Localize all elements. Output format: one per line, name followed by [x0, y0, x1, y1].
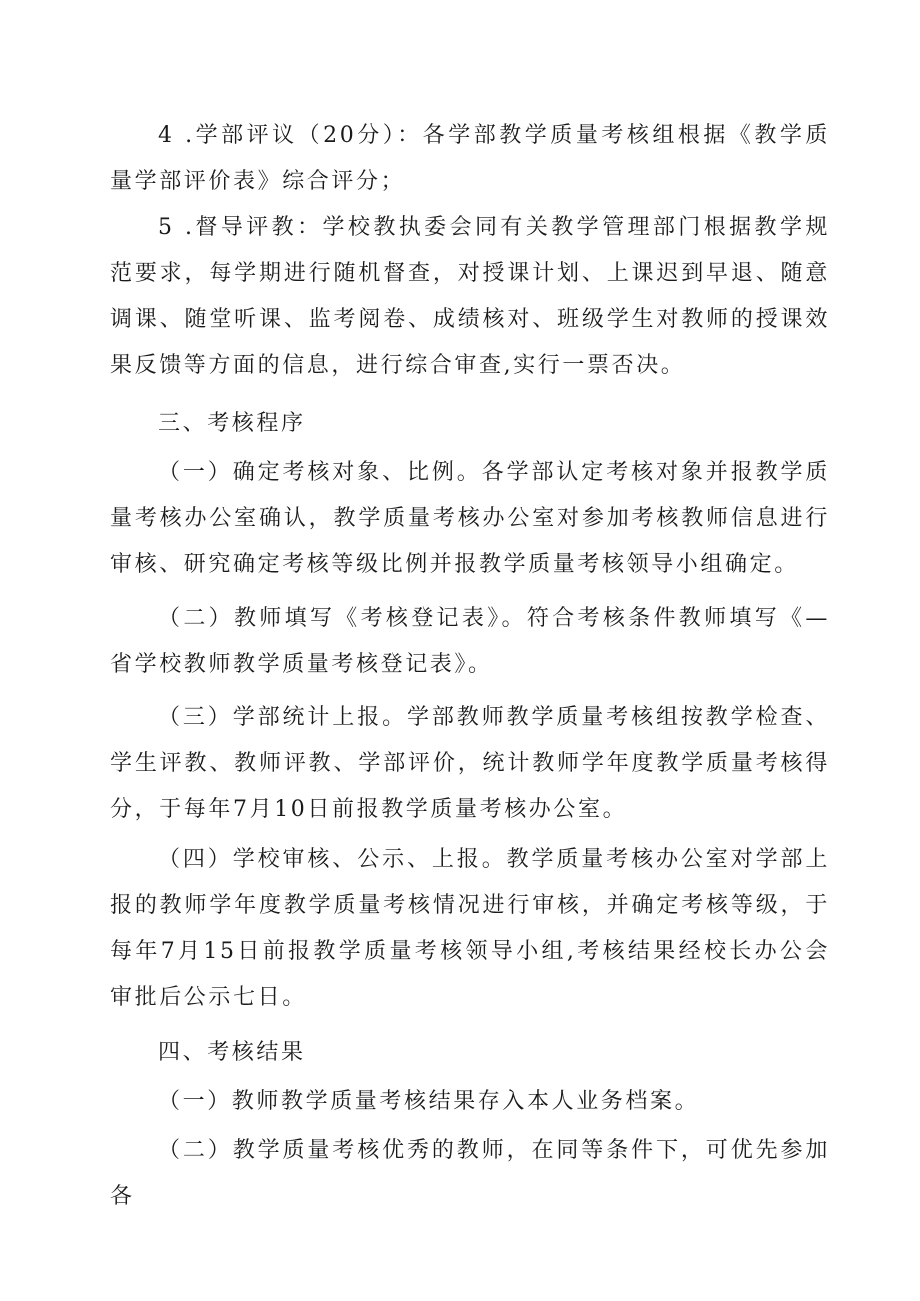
paragraph-result-2: （二）教学质量考核优秀的教师，在同等条件下，可优先参加各 — [110, 1138, 830, 1209]
paragraph-procedure-4: （四）学校审核、公示、上报。教学质量考核办公室对学部上报的教师学年度教学质量考核情况进行审核，并确定考核等级，于每年7月15日前报教学质量考核领导小组,考核结果经校长办公会审批后公示七日。 — [110, 847, 830, 1010]
paragraph-procedure-2: （二）教师填写《考核登记表》。符合考核条件教师填写《—省学校教师教学质量考核登记表》。 — [110, 606, 830, 677]
paragraph-supervision: 5 .督导评教：学校教执委会同有关教学管理部门根据教学规范要求，每学期进行随机督查，对授课计划、上课迟到早退、随意调课、随堂听课、监考阅卷、成绩核对、班级学生对教师的授课效果反馈等方面的信息，进行综合审查,实行一票否决。 — [110, 215, 830, 378]
paragraph-result-1: （一）教师教学质量考核结果存入本人业务档案。 — [158, 1089, 700, 1114]
paragraph-department-review: 4 .学部评议（20分）：各学部教学质量考核组根据《教学质量学部评价表》综合评分； — [110, 123, 830, 194]
section-heading-results: 四、考核结果 — [158, 1040, 306, 1065]
section-heading-procedure: 三、考核程序 — [158, 411, 306, 436]
paragraph-procedure-1: （一）确定考核对象、比例。各学部认定考核对象并报教学质量考核办公室确认，教学质量考核办公室对参加考核教师信息进行审核、研究确定考核等级比例并报教学质量考核领导小组确定。 — [110, 460, 830, 577]
paragraph-procedure-3: （三）学部统计上报。学部教师教学质量考核组按教学检查、学生评教、教师评教、学部评价，统计教师学年度教学质量考核得分，于每年7月10日前报教学质量考核办公室。 — [110, 705, 830, 822]
